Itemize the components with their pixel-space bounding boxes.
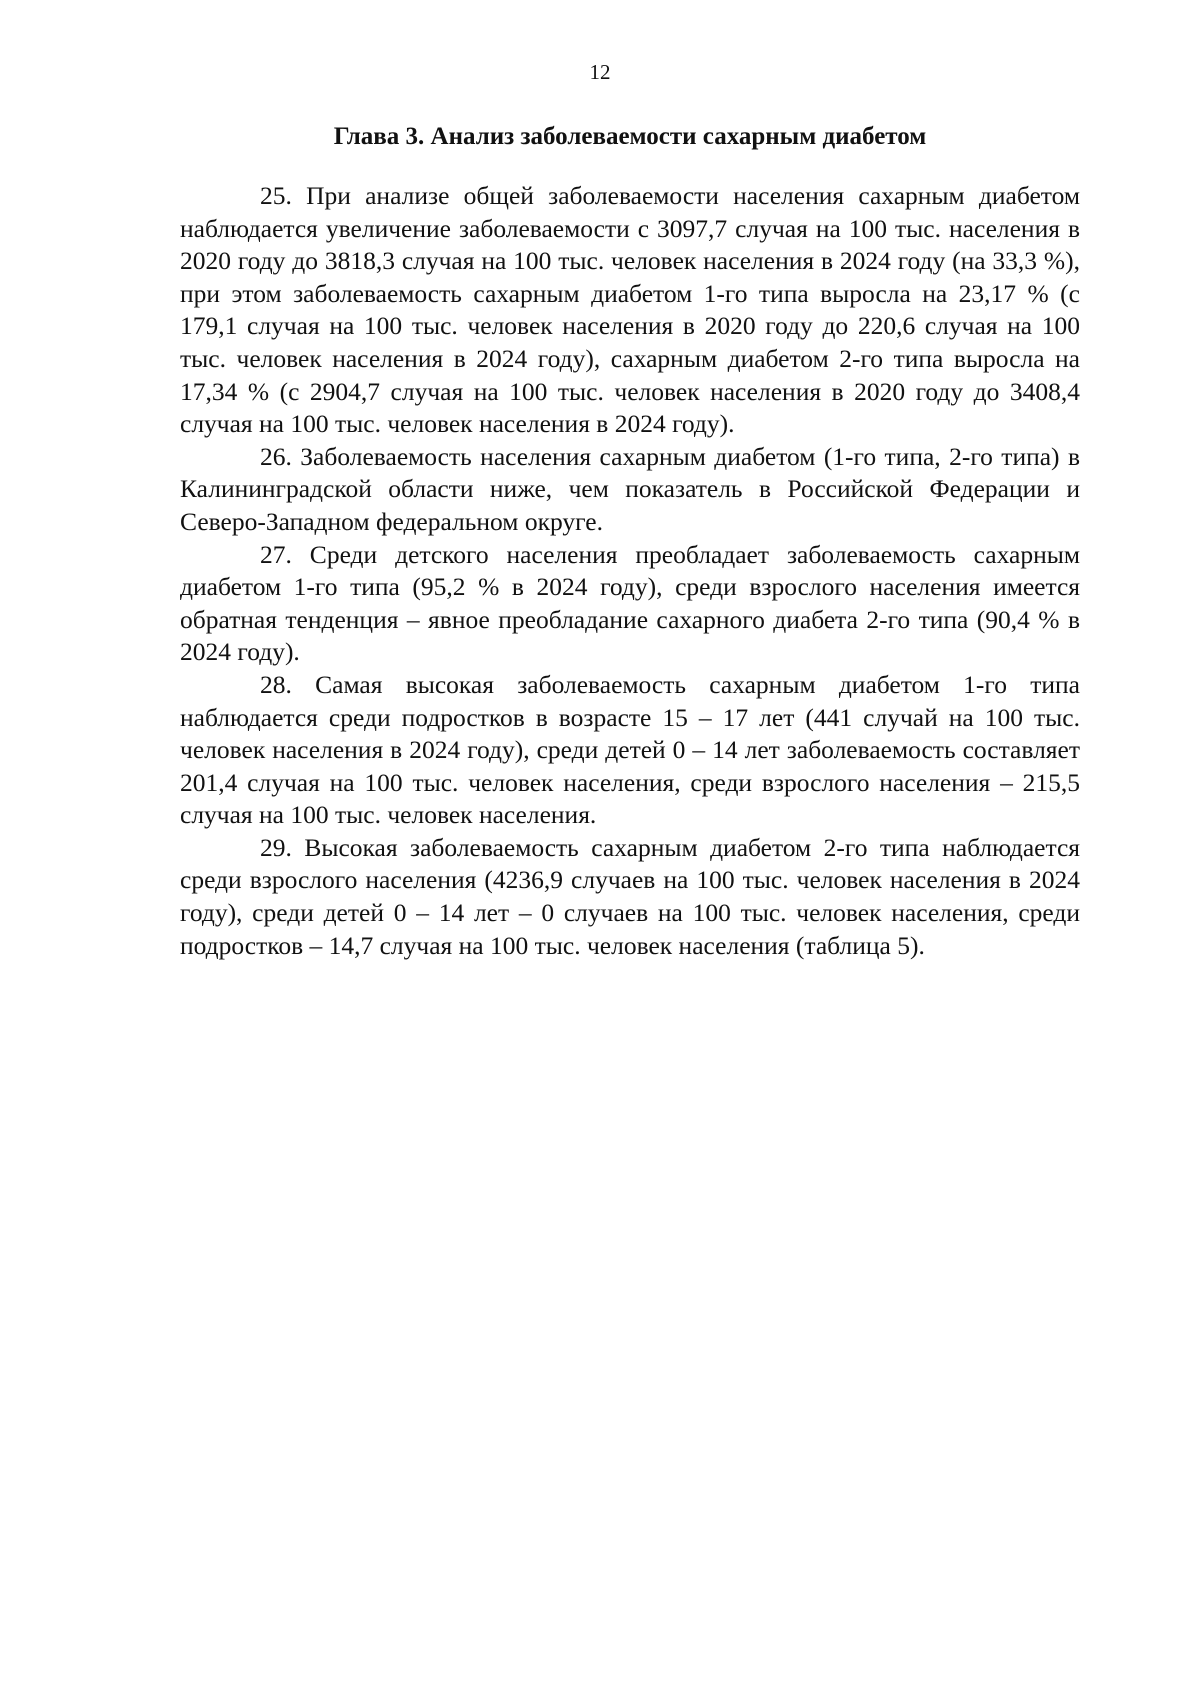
paragraph-27: 27. Среди детского населения преобладает заболеваемость сахарным диабетом 1-го типа (95,2 % в 2024 году), среди взрослого населения имеется обратная тенденция – явное преобладание сахарного диабета 2-го типа (90,4 % в 2024 году).	[180, 539, 1080, 667]
paragraph-26: 26. Заболеваемость населения сахарным диабетом (1-го типа, 2-го типа) в Калининградской области ниже, чем показатель в Российской Федерации и Северо-Западном федеральном округе.	[180, 441, 1080, 536]
chapter-title: Глава 3. Анализ заболеваемости сахарным диабетом	[333, 123, 927, 150]
paragraph-28: 28. Самая высокая заболеваемость сахарным диабетом 1-го типа наблюдается среди подростков в возрасте 15 – 17 лет (441 случай на 100 тыс. человек населения в 2024 году), среди детей 0 – 14 лет заболеваемость составляет 201,4 случая на 100 тыс. человек населения, среди взрослого населения – 215,5 случая на 100 тыс. человек населения.	[180, 669, 1080, 830]
body-text	[180, 180, 1080, 962]
paragraph-25: 25. При анализе общей заболеваемости населения сахарным диабетом наблюдается увеличение заболеваемости с 3097,7 случая на 100 тыс. населения в 2020 году до 3818,3 случая на 100 тыс. человек населения в 2024 году (на 33,3 %), при этом заболеваемость сахарным диабетом 1-го типа выросла на 23,17 % (с 179,1 случая на 100 тыс. человек населения в 2020 году до 220,6 случая на 100 тыс. человек населения в 2024 году), сахарным диабетом 2-го типа выросла на 17,34 % (с 2904,7 случая на 100 тыс. человек населения в 2020 году до 3408,4 случая на 100 тыс. человек населения в 2024 году).	[180, 181, 1080, 439]
paragraph-29: 29. Высокая заболеваемость сахарным диабетом 2-го типа наблюдается среди взрослого населения (4236,9 случаев на 100 тыс. человек населения в 2024 году), среди детей 0 – 14 лет – 0 случаев на 100 тыс. человек населения, среди подростков – 14,7 случая на 100 тыс. человек населения (таблица 5).	[180, 832, 1080, 960]
page-number: 12	[589, 60, 611, 84]
